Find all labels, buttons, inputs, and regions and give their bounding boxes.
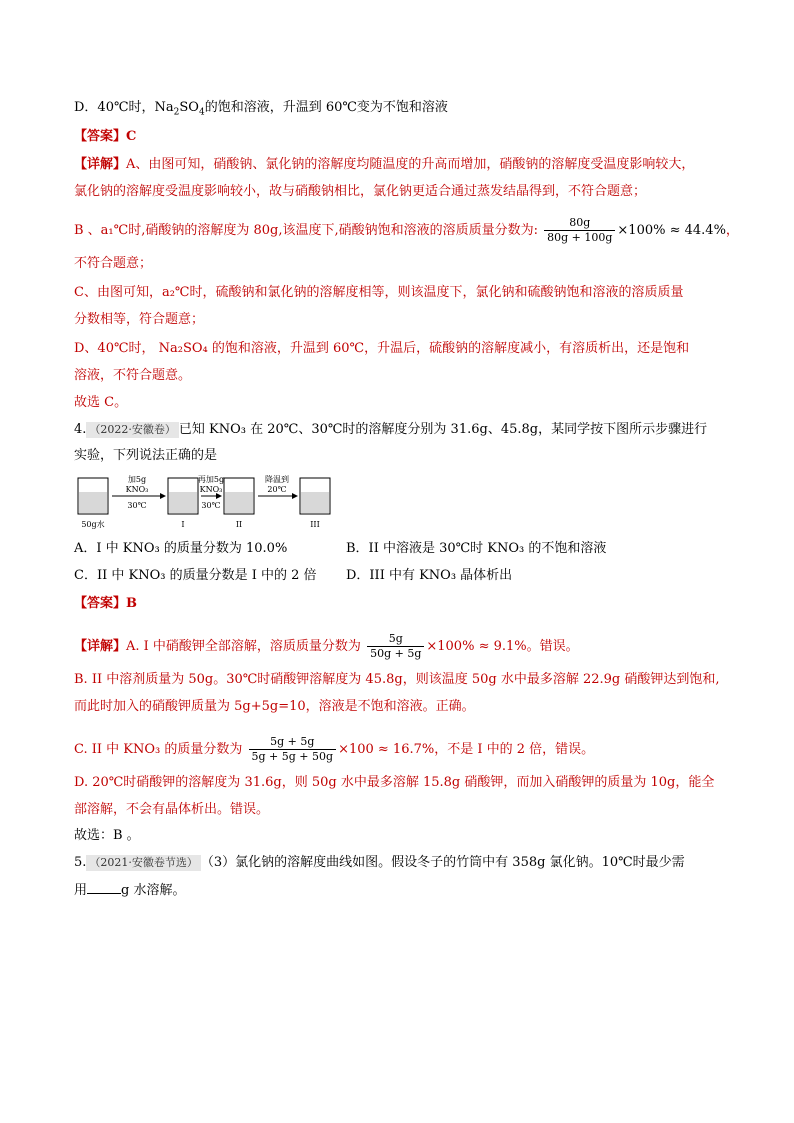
q4-answer: 【答案】B bbox=[74, 596, 138, 611]
step3-top-label: 降温到 bbox=[265, 475, 289, 484]
q4-stem-2: 实验，下列说法正确的是 bbox=[74, 448, 218, 463]
q4-fraction-c: $\frac{5g + 5g}{5g + 5g + 50g}$ bbox=[249, 735, 337, 764]
step2-bottom-label: 30℃ bbox=[201, 501, 221, 510]
q3-detail-c-2: 分数相等，符合题意； bbox=[74, 312, 205, 327]
step1-bottom-label: 30℃ bbox=[127, 501, 147, 510]
beaker-icon bbox=[300, 478, 330, 514]
q4-detail-b-1: B. II 中溶剂质量为 50g。30℃时硝酸钾溶解度为 45.8g，则该温度 50g 水中最多溶解 22.9g 硝酸钾达到饱和, bbox=[74, 672, 720, 687]
q3-detail-c-1: C、由图可知，a₂℃时，硫酸钠和氯化钠的溶解度相等，则该温度下，氯化钠和硫酸钠饱和溶液的溶质质量 bbox=[74, 285, 684, 300]
q4-detail-d-1: D. 20℃时硝酸钾的溶解度为 31.6g，则 50g 水中最多溶解 15.8g 硝酸钾，而加入硝酸钾的质量为 10g，能全 bbox=[74, 775, 715, 790]
beaker1-label: I bbox=[181, 520, 185, 529]
beaker-icon bbox=[168, 478, 198, 514]
step1-mid-label: KNO₃ bbox=[125, 485, 149, 494]
q4-detail-c: C. II 中 KNO₃ 的质量分数为 $\frac{5g + 5g}{5g + 5g + 50g}$ ×100 ≈ 16.7%，不是 I 中的 2 倍，错误。 bbox=[74, 735, 595, 763]
q3-detail-b-1: B 、a₁℃时,硝酸钠的溶解度为 80g,该温度下,硝酸钠饱和溶液的溶质质量分数为: $\frac{80g}{80g + 100g}$ ×100% ≈ 44.4%， bbox=[74, 216, 739, 244]
q4-detail-d-2: 部溶解，不会有晶体析出。错误。 bbox=[74, 802, 270, 817]
q3-detail-b-2: 不符合题意； bbox=[74, 256, 153, 271]
beaker3-label: III bbox=[310, 520, 320, 529]
q3-detail-d-2: 溶液，不符合题意。 bbox=[74, 368, 192, 383]
q4-option-b: B．II 中溶液是 30℃时 KNO₃ 的不饱和溶液 bbox=[346, 541, 607, 556]
step2-top-label: 再加5g bbox=[197, 475, 225, 484]
q3-conclusion: 故选 C。 bbox=[74, 395, 128, 410]
q4-detail-a: 【详解】A. I 中硝酸钾全部溶解，溶质质量分数为 $\frac{5g}{50g + 5g}$ ×100% ≈ 9.1%。错误。 bbox=[74, 632, 579, 660]
beaker2-label: II bbox=[235, 520, 243, 529]
q4-option-a: A．I 中 KNO₃ 的质量分数为 10.0% bbox=[74, 541, 288, 556]
q3-detail-a-2: 氯化钠的溶解度受温度影响较小，故与硝酸钠相比，氯化钠更适合通过蒸发结晶得到，不符合题意； bbox=[74, 184, 647, 199]
step2-mid-label: KNO₃ bbox=[199, 485, 223, 494]
q4-option-c: C．II 中 KNO₃ 的质量分数是 I 中的 2 倍 bbox=[74, 568, 317, 583]
q5-source-tag: （2021·安徽卷节选） bbox=[86, 855, 201, 871]
q5-stem-1: 5. （2021·安徽卷节选） （3）氯化钠的溶解度曲线如图。假设冬子的竹筒中有 358g 氯化钠。10℃时最少需 bbox=[74, 855, 685, 870]
beaker-icon bbox=[224, 478, 254, 514]
q4-detail-b-2: 而此时加入的硝酸钾质量为 5g+5g=10，溶液是不饱和溶液。正确。 bbox=[74, 699, 475, 714]
step1-top-label: 加5g bbox=[127, 475, 147, 484]
q4-source-tag: （2022·安徽卷） bbox=[86, 422, 179, 438]
q3-answer: 【答案】C bbox=[74, 129, 137, 144]
q3-detail-d-1: D、40℃时， Na₂SO₄ 的饱和溶液，升温到 60℃，升温后，硫酸钠的溶解度减小，有溶质析出，还是饱和 bbox=[74, 341, 690, 356]
experiment-diagram bbox=[74, 470, 374, 532]
q3-fraction: $\frac{80g}{80g + 100g}$ bbox=[544, 216, 615, 245]
q4-conclusion: 故选：B 。 bbox=[74, 828, 140, 843]
q3-detail-a-1: 【详解】A、由图可知，硝酸钠、氯化钠的溶解度均随温度的升高而增加，硝酸钠的溶解度受温度影响较大， bbox=[74, 157, 695, 172]
q4-fraction-a: $\frac{5g}{50g + 5g}$ bbox=[367, 632, 424, 661]
q4-option-d: D．III 中有 KNO₃ 晶体析出 bbox=[346, 568, 513, 583]
q4-stem-1: 4. （2022·安徽卷） 已知 KNO₃ 在 20℃、30℃时的溶解度分别为 31.6g、45.8g，某同学按下图所示步骤进行 bbox=[74, 422, 708, 437]
q5-stem-2: 用 g 水溶解。 bbox=[74, 880, 185, 901]
q3-option-d: D．40℃时，$Na_2SO_4$的饱和溶液，升温到 60℃变为不饱和溶液 bbox=[74, 100, 448, 118]
step3-mid-label: 20℃ bbox=[267, 485, 287, 494]
answer-blank[interactable] bbox=[87, 880, 121, 894]
beaker-icon bbox=[78, 478, 108, 514]
beaker0-label: 50g水 bbox=[81, 520, 105, 529]
